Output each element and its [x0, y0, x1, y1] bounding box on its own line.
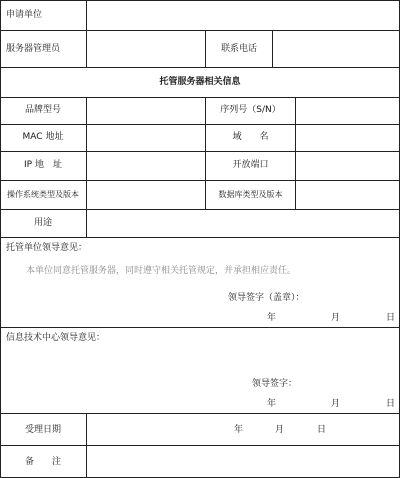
rule [0, 413, 400, 414]
acceptance-year: 年 [234, 425, 244, 435]
domain-field[interactable] [296, 125, 399, 151]
rule [0, 237, 400, 238]
contact-phone-field[interactable] [273, 31, 399, 67]
center-year: 年 [267, 399, 277, 409]
hosting-opinion-statement: 本单位同意托管服务器，同时遵守相关托管规定，并承担相应责任。 [26, 266, 297, 276]
rule [0, 327, 400, 328]
center-day: 日 [386, 399, 396, 409]
ip-label: IP 地 址 [24, 160, 62, 170]
acceptance-month: 月 [275, 425, 285, 435]
usage-label: 用途 [33, 218, 52, 228]
hosting-opinion-title: 托管单位领导意见： [6, 243, 88, 253]
hosting-year: 年 [267, 313, 277, 323]
brand-model-label: 品牌型号 [24, 105, 61, 115]
serial-field[interactable] [296, 98, 399, 124]
applicant-unit-field[interactable] [87, 1, 399, 30]
center-month: 月 [331, 399, 341, 409]
server-admin-field[interactable] [87, 31, 205, 67]
ip-field[interactable] [87, 152, 205, 180]
acceptance-day: 日 [317, 425, 327, 435]
db-field[interactable] [296, 181, 399, 209]
os-field[interactable] [87, 181, 205, 209]
rule-left [0, 0, 1, 478]
hosting-month: 月 [331, 313, 341, 323]
remarks-field[interactable] [87, 446, 399, 477]
hosting-day: 日 [386, 313, 396, 323]
hosting-sign-label: 领导签字（盖章）： [228, 293, 305, 303]
domain-label: 域 名 [232, 132, 269, 142]
mac-field[interactable] [87, 125, 205, 151]
remarks-label: 备 注 [24, 457, 61, 467]
brand-model-field[interactable] [87, 98, 205, 124]
usage-field[interactable] [87, 210, 399, 237]
section-title: 托管服务器相关信息 [159, 77, 241, 87]
open-port-label: 开放端口 [232, 160, 269, 170]
contact-phone-label: 联系电话 [220, 44, 257, 54]
os-label: 操作系统类型及版本 [7, 190, 79, 199]
mac-label: MAC 地址 [22, 132, 64, 142]
center-sign-label: 领导签字： [252, 379, 298, 389]
serial-label: 序列号（S/N） [220, 105, 281, 115]
applicant-unit-label: 申请单位 [6, 10, 43, 20]
acceptance-date-label: 受理日期 [24, 425, 61, 435]
db-label: 数据库类型及版本 [218, 190, 283, 199]
rule [0, 67, 400, 68]
open-port-field[interactable] [296, 152, 399, 180]
center-opinion-title: 信息技术中心领导意见： [6, 333, 106, 343]
server-admin-label: 服务器管理员 [6, 44, 61, 54]
